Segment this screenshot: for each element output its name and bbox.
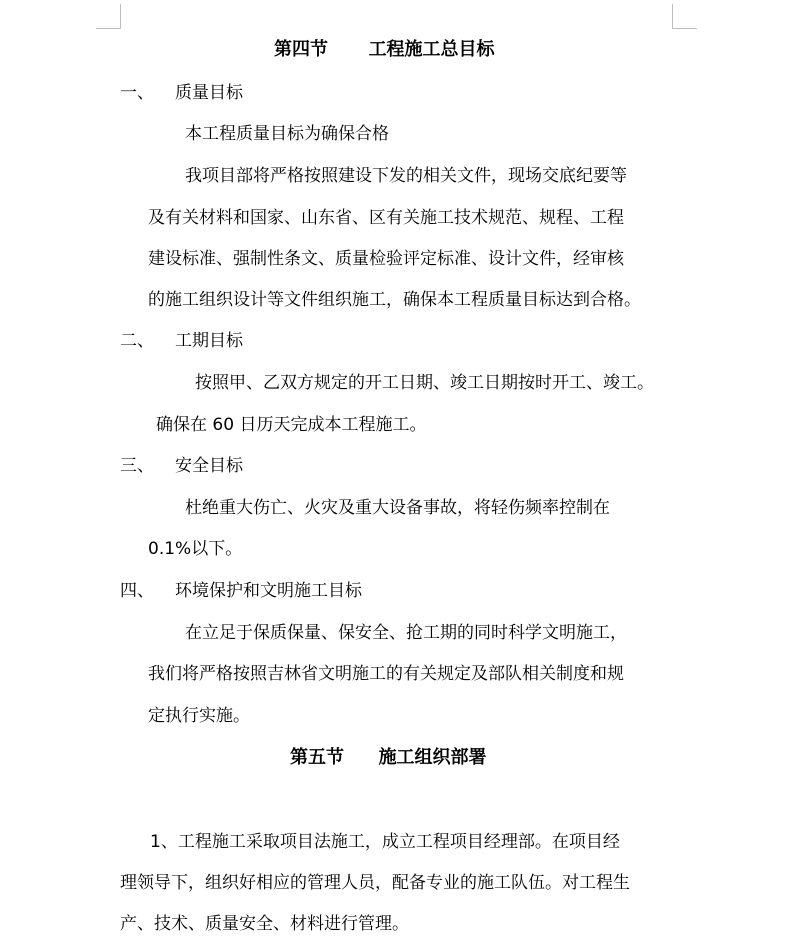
quality-line-5: 的施工组织设计等文件组织施工，确保本工程质量目标达到合格。 — [148, 290, 641, 310]
section-4-heading — [274, 40, 495, 60]
item-2-label: 工期目标 — [175, 331, 243, 351]
environment-line-3: 定执行实施。 — [148, 706, 250, 726]
quality-line-2: 我项目部将严格按照建设下发的相关文件，现场交底纪要等 — [185, 166, 627, 186]
safety-line-2: 0.1%以下。 — [148, 539, 243, 559]
environment-line-1: 在立足于保质保量、保安全、抢工期的同时科学文明施工， — [185, 623, 627, 643]
quality-line-4: 建设标准、强制性条文、质量检验评定标准、设计文件，经审核 — [148, 249, 624, 269]
org-line-2: 理领导下，组织好相应的管理人员，配备专业的施工队伍。对工程生 — [120, 873, 630, 893]
item-1-number: 一、 — [120, 83, 154, 103]
schedule-line-2: 确保在 60 日历天完成本工程施工。 — [156, 415, 427, 435]
item-1-label: 质量目标 — [175, 83, 243, 103]
item-4-label: 环境保护和文明施工目标 — [175, 581, 362, 601]
quality-line-1: 本工程质量目标为确保合格 — [185, 124, 389, 144]
section-4-number: 第四节 — [274, 39, 328, 60]
section-4-title: 工程施工总目标 — [368, 39, 495, 60]
item-3-number: 三、 — [120, 456, 154, 476]
margin-corner-top-right — [672, 4, 697, 29]
org-line-1: 1、工程施工采取项目法施工，成立工程项目经理部。在项目经 — [150, 832, 620, 852]
section-5-number: 第五节 — [290, 747, 344, 768]
org-line-3: 产、技术、质量安全、材料进行管理。 — [120, 914, 409, 934]
item-2-number: 二、 — [120, 331, 154, 351]
quality-line-3: 及有关材料和国家、山东省、区有关施工技术规范、规程、工程 — [148, 208, 624, 228]
item-4-number: 四、 — [120, 581, 154, 601]
safety-line-1: 杜绝重大伤亡、火灾及重大设备事故，将轻伤频率控制在 — [185, 498, 610, 518]
section-5-heading — [290, 748, 487, 768]
section-5-title: 施工组织部署 — [378, 747, 487, 768]
item-3-label: 安全目标 — [175, 456, 243, 476]
margin-corner-top-left — [96, 4, 121, 29]
schedule-line-1: 按照甲、乙双方规定的开工日期、竣工日期按时开工、竣工。 — [195, 373, 654, 393]
environment-line-2: 我们将严格按照吉林省文明施工的有关规定及部队相关制度和规 — [148, 664, 624, 684]
